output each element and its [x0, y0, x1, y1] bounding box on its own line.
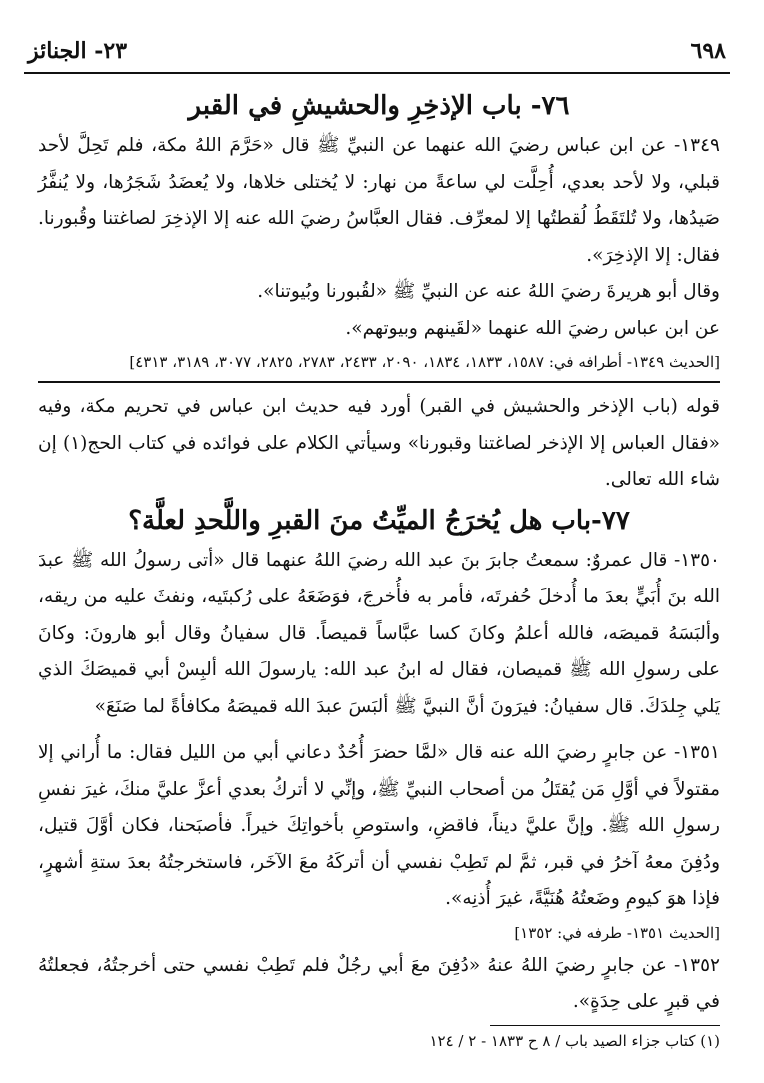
hadith-1349-ibn-abbas: عن ابن عباس رضيَ الله عنهما «لقَينهم وبيوتهم».	[345, 317, 720, 339]
hadith-1349-abu-hurayra: وقال أبو هريرةَ رضيَ اللهُ عنه عن النبيِّ ﷺ «لقُبورنا وبُيوتنا».	[257, 281, 720, 302]
header-rule	[24, 72, 730, 74]
hadith-1349: ١٣٤٩- عن ابن عباس رضيَ الله عنهما عن النبيِّ ﷺ قال «حَرَّمَ اللهُ مكة، فلم تَحِلَّ لأحد قبلي، ولا لأحد بعدي، أُحِلَّت لي ساعةً من نهار: لا يُختلى خلاها، ولا يُعضَدُ شَجَرُها، ولا يُنفَّرُ صَيدُها، ولا تُلتَقَطُ لُقطتُها إلا لمعرِّف. فقال العبَّاسُ رضيَ الله عنه إلا الإذخِرَ لصاغتنا وقُبورنا. فقال: إلا الإذخِرَ».	[38, 135, 720, 266]
footnote: (١) كتاب جزاء الصيد باب / ٨ ح ١٨٣٣ - ٢ / ١٢٤	[429, 1031, 720, 1050]
section-76-title: ٧٦- باب الإذخِرِ والحشيشِ في القبر	[188, 91, 570, 121]
hadith-1349-references: [الحديث ١٣٤٩- أطرافه في: ١٥٨٧، ١٨٣٣، ١٨٣٤، ٢٠٩٠، ٢٤٣٣، ٢٧٨٣، ٢٨٢٥، ٣٠٧٧، ٣١٨٩، ٤٣١٣]	[129, 353, 720, 371]
commentary: قوله (باب الإذخر والحشيش في القبر) أورد فيه حديث ابن عباس في تحريم مكة، وفيه «فقال العباس إلا الإذخر لصاغتنا وقبورنا» وسيأتي الكلام على فوائده في كتاب الحج(١) إن شاء الله تعالى.	[38, 396, 720, 490]
chapter-title: ٢٣- الجنائز	[28, 38, 128, 64]
page-header	[28, 34, 726, 70]
divider	[38, 381, 720, 383]
hadith-1351: ١٣٥١- عن جابرٍ رضيَ الله عنه قال «لمَّا حضرَ أُحُدٌ دعاني أبي من الليل فقال: ما أُراني إلا مقتولاً في أوَّلِ مَن يُقتَلُ من أصحاب النبيِّ ﷺ، وإنِّي لا أتركُ بعدي أعزَّ عليَّ منكَ، غيرَ نفسِ رسولِ الله ﷺ. وإنَّ عليَّ ديناً، فاقضِ، واستوصِ بأخواتِكَ خيراً. فأصبَحنا، فكان أوَّلَ قتيل، ودُفِنَ معهُ آخرُ في قبر، ثمَّ لم تَطِبْ نفسي أن أتركَهُ معَ الآخَر، فاستخرجتُهُ بعدَ ستةِ أشهرٍ، فإذا هوَ كيومِ وضَعتُهُ هُنَيَّةً، غيرَ أُذنِه».	[38, 742, 720, 909]
page-number: ٦٩٨	[690, 38, 726, 64]
section-77-title: ٧٧-باب هل يُخرَجُ الميِّتُ منَ القبرِ واللَّحدِ لعلَّة؟	[128, 505, 630, 536]
hadith-1351-references: [الحديث ١٣٥١- طرفه في: ١٣٥٢]	[514, 923, 720, 942]
hadith-1350: ١٣٥٠- قال عمروٌ: سمعتُ جابرَ بنَ عبد الله رضيَ اللهُ عنهما قال «أتى رسولُ الله ﷺ عبدَ الله بنَ أُبَيٍّ بعدَ ما أُدخلَ حُفرتَه، فأمر به فأُخرجَ، فوَضَعَهُ على رُكبتَيه، ونفثَ عليه من ريقه، وألبَسَهُ قميصَه، فالله أعلمُ وكانَ كسا عبَّاساً قميصاً. قال سفيانُ وقال أبو هارونَ: وكانَ على رسولِ الله ﷺ قميصان، فقال له ابنُ عبد الله: يارسولَ الله ألبِسْ أبي قميصَكَ الذي يَلي جِلدَكَ. قال سفيانُ: فيرَونَ أنَّ النبيَّ ﷺ ألبَسَ عبدَ الله قميصَهُ مكافأةً لما صَنَعَ»	[38, 549, 720, 717]
page-body	[38, 84, 720, 1056]
hadith-1352: ١٣٥٢- عن جابرٍ رضيَ اللهُ عنهُ «دُفِنَ معَ أبي رجُلٌ فلم تَطِبْ نفسي حتى أخرجتُهُ، فجعلتُهُ في قبرٍ على حِدَةٍ».	[38, 954, 720, 1012]
